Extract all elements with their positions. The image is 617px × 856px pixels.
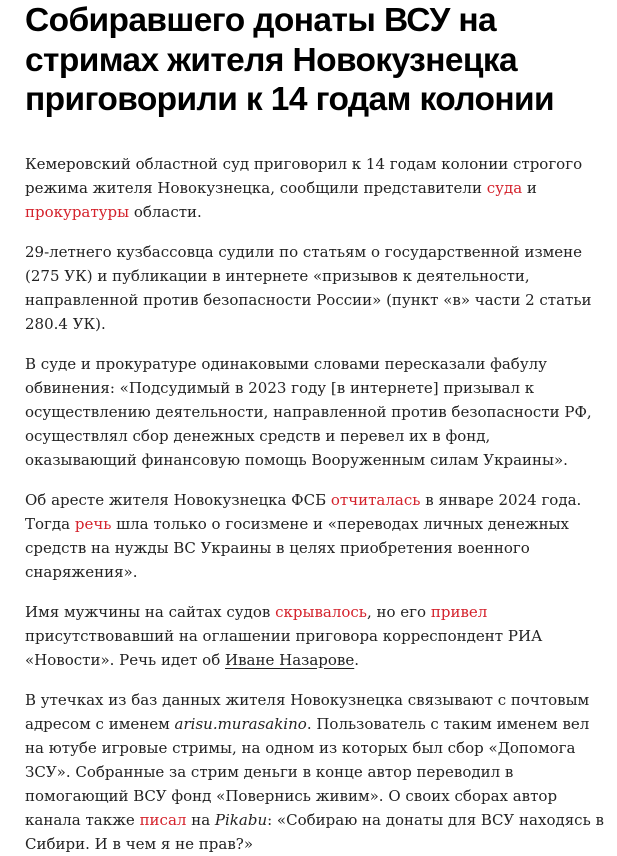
paragraph-text: шла только о госизмене и «переводах личных денежных средств на нужды ВС Украины в целях приобретения военного снаряжения». — [25, 514, 569, 581]
paragraph-text: Об аресте жителя Новокузнецка ФСБ — [25, 490, 331, 509]
paragraph-5 — [25, 600, 605, 672]
link-hidden[interactable]: скрывалось — [275, 602, 367, 621]
paragraph-text: на — [186, 810, 215, 829]
paragraph-text: Имя мужчины на сайтах судов — [25, 602, 276, 621]
paragraph-2 — [25, 240, 605, 336]
paragraph-3 — [25, 352, 605, 472]
link-pikabu-post[interactable]: писал — [139, 810, 187, 829]
paragraph-text: В суде и прокуратуре одинаковыми словами пересказали фабулу обвинения: «Подсудимый в 2023 году [в интернете] призывал к осуществлению деятельности, направленной против безопасности РФ, осуществлял сбор денежных средств и перевел их в фонд, оказывающий финансовую помощь Вооруженным силам Украины». — [25, 354, 592, 469]
paragraph-text: области. — [129, 202, 202, 221]
paragraph-1 — [25, 152, 605, 224]
paragraph-text: . — [354, 650, 360, 669]
paragraph-text: присутствовавший на оглашении приговора корреспондент РИА «Новости». Речь идет об — [25, 626, 543, 669]
paragraph-text: : «Собираю на донаты для ВСУ находясь в Сибири. И в чем я не прав?» — [25, 810, 604, 853]
link-speech[interactable]: речь — [74, 514, 112, 533]
paragraph-text: и — [522, 178, 537, 197]
paragraph-text: В утечках из баз данных жителя Новокузнецка связывают с почтовым адресом с именем — [25, 690, 590, 733]
paragraph-4 — [25, 488, 605, 584]
link-fsb-report[interactable]: отчиталась — [330, 490, 421, 509]
link-person-name[interactable]: Иване Назарове — [225, 650, 355, 669]
paragraph-text: . Пользователь с таким именем вел на ютубе игровые стримы, на одном из которых был сбор «Допомога ЗСУ». Собранные за стрим деньги в конце автор переводил в помогающий ВСУ фонд «Повернись живим». О своих сборах автор канала также — [25, 714, 590, 829]
link-ria-report[interactable]: привел — [430, 602, 488, 621]
link-court[interactable]: суда — [486, 178, 523, 197]
paragraph-6 — [25, 688, 605, 856]
paragraph-text: 29-летнего кузбассовца судили по статьям о государственной измене (275 УК) и публикации в интернете «призывов к деятельности, направленной против безопасности России» (пункт «в» части 2 статьи 280.4 УК). — [25, 242, 592, 333]
site-name: Pikabu — [214, 810, 268, 829]
email-handle: arisu.murasakino — [174, 714, 307, 733]
article-body — [25, 152, 605, 856]
paragraph-text: , но его — [366, 602, 431, 621]
article-headline: Собиравшего донаты ВСУ на стримах жителя Новокузнецка приговорили к 14 годам колонии — [25, 2, 554, 118]
paragraph-text: в январе 2024 года. Тогда — [25, 490, 582, 533]
link-prosecutor[interactable]: прокуратуры — [25, 202, 130, 221]
paragraph-text: Кемеровский областной суд приговорил к 14 годам колонии строгого режима жителя Новокузнецка, сообщили представители — [25, 154, 583, 197]
